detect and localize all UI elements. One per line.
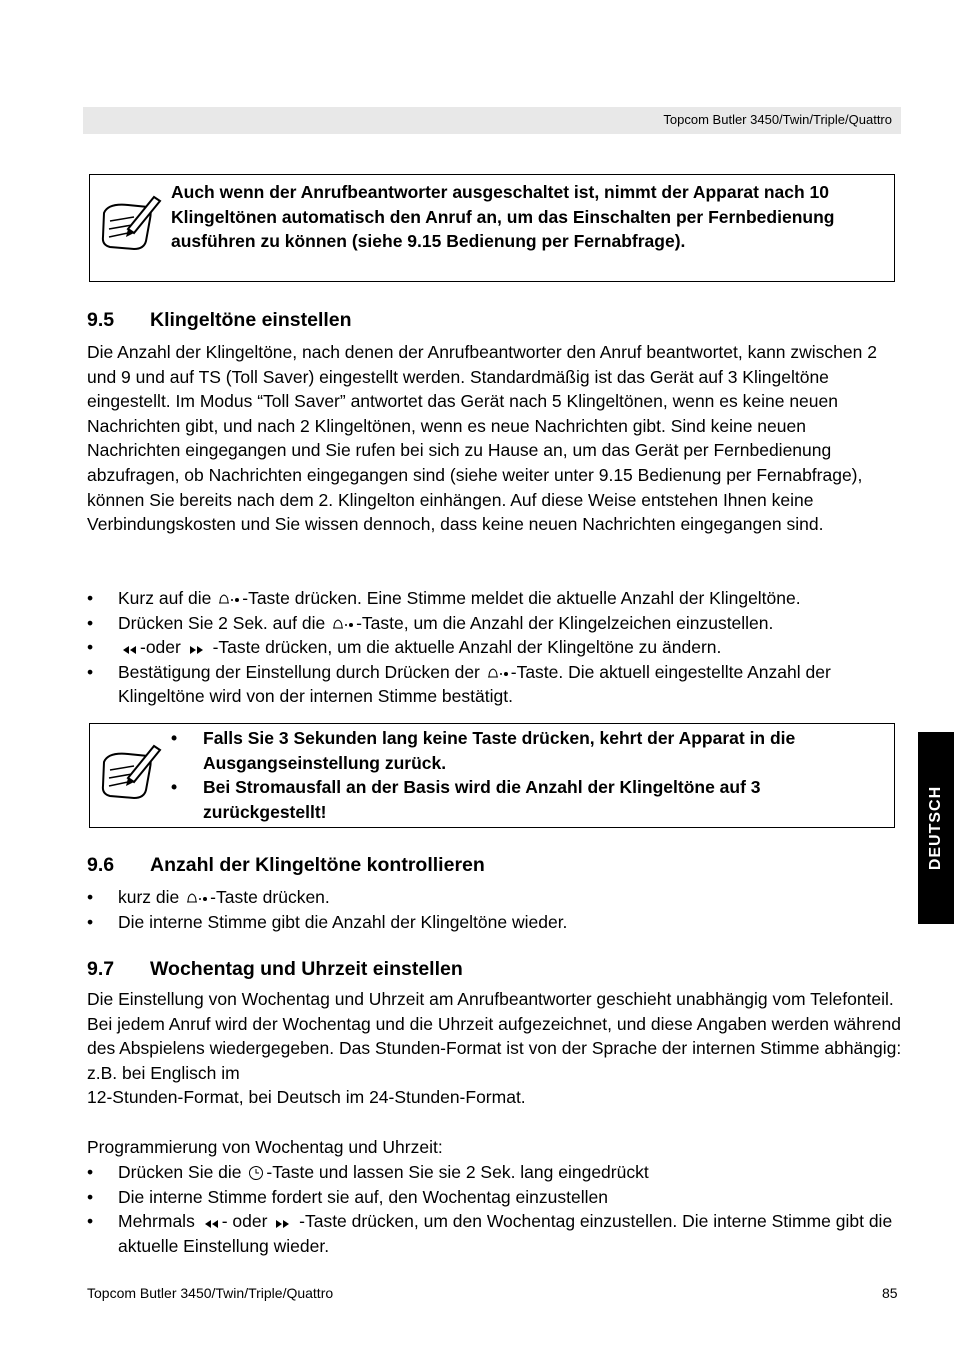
- bullet: •: [171, 777, 178, 798]
- list-item: [87, 1160, 917, 1185]
- list-item: [87, 885, 917, 910]
- note-2-text: [171, 726, 880, 825]
- text: 12-Stunden-Format, bei Deutsch im 24-Stunden-Format.: [87, 1087, 526, 1108]
- footer-title: Topcom Butler 3450/Twin/Triple/Quattro: [87, 1285, 334, 1301]
- bullet: •: [87, 1211, 94, 1232]
- ring-key-icon: [186, 891, 208, 905]
- text: kurz die: [118, 887, 185, 907]
- text: Drücken Sie die: [118, 1162, 247, 1182]
- list-item: [171, 726, 880, 775]
- list-item: [171, 775, 880, 824]
- text: -Taste drücken, um den Wochentag einzustellen. Die interne Stimme gibt die aktuelle Einstellung wieder.: [118, 1211, 893, 1256]
- section-9-7-list: [87, 1160, 917, 1258]
- text: -Taste, um die Anzahl der Klingelzeichen einzustellen.: [356, 612, 774, 633]
- text: -oder: [140, 637, 186, 658]
- section-number: 9.7: [87, 958, 115, 980]
- bullet: •: [87, 637, 94, 658]
- note-box-2: [89, 723, 895, 828]
- forward-key-icon: [188, 643, 206, 655]
- bullet: •: [87, 661, 94, 682]
- section-9-6-list: [87, 885, 917, 934]
- rewind-key-icon: [202, 1217, 220, 1229]
- list-item: [87, 611, 917, 636]
- clock-key-icon: [248, 1165, 264, 1181]
- list-item: [87, 635, 917, 660]
- text: -Taste drücken, um die aktuelle Anzahl der Klingeltöne zu ändern.: [207, 637, 722, 658]
- text: -Taste drücken.: [210, 887, 330, 907]
- bullet: •: [87, 887, 94, 907]
- bullet: •: [87, 588, 94, 608]
- section-title: Anzahl der Klingeltöne kontrollieren: [150, 854, 485, 876]
- ring-key-icon: [332, 617, 354, 631]
- text: Die interne Stimme gibt die Anzahl der Klingeltöne wieder.: [118, 911, 568, 932]
- section-9-5-paragraph: Die Anzahl der Klingeltöne, nach denen der Anrufbeantworter den Anruf beantwortet, kann zwischen 2 und 9 und auf TS (Toll Saver) eingestellt werden. Standardmäßig ist das Gerät auf 3 Klingeltöne eingestellt. Im Modus “Toll Saver” antwortet das Gerät nach 5 Klingeltönen, wenn es keine neuen Nachrichten gibt, und nach 2 Klingeltönen, wenn es neue Nachrichten gibt. Sind keine neuen Nachrichten eingegangen und Sie rufen bei sich zu Hause an, um das Gerät per Fernbedienung abzufragen, ob Nachrichten eingegangen sind (siehe weiter unter 9.15 Bedienung per Fernabfrage), können Sie bereits nach dem 2. Klingelton einhängen. Auf diese Weise entstehen Ihnen keine Verbindungskosten und Sie wissen dennoch, dass keine neuen Nachrichten eingegangen sind.: [87, 342, 877, 535]
- section-9-5-list: [87, 586, 917, 709]
- text: Bestätigung der Einstellung durch Drücken der: [118, 661, 485, 682]
- text: Mehrmals: [118, 1211, 200, 1232]
- bullet: •: [87, 1186, 94, 1207]
- header-title: Topcom Butler 3450/Twin/Triple/Quattro: [663, 112, 892, 127]
- section-9-5-heading: [87, 309, 352, 332]
- page-number: 85: [882, 1285, 898, 1301]
- text: Bei Stromausfall an der Basis wird die Anzahl der Klingeltöne auf 3 zurückgestellt!: [203, 777, 761, 823]
- text: - oder: [221, 1211, 273, 1232]
- text: -Taste drücken. Eine Stimme meldet die aktuelle Anzahl der Klingeltöne.: [242, 588, 801, 608]
- note-pencil-icon: [98, 742, 162, 804]
- text: Kurz auf die: [118, 588, 217, 608]
- bullet: •: [171, 728, 178, 748]
- rewind-key-icon: [120, 643, 138, 655]
- text: -Taste. Die aktuell eingestellte Anzahl der Klingeltöne wird von der internen Stimme bestätigt.: [118, 661, 831, 707]
- list-item: [87, 660, 917, 709]
- text: -Taste und lassen Sie sie 2 Sek. lang eingedrückt: [266, 1162, 649, 1182]
- list-item: [87, 1209, 917, 1258]
- bullet: •: [87, 1162, 94, 1182]
- bullet: •: [87, 612, 94, 633]
- section-number: 9.6: [87, 854, 115, 876]
- list-item: [87, 586, 917, 611]
- header-bar: [83, 107, 901, 134]
- programming-intro: Programmierung von Wochentag und Uhrzeit:: [87, 1137, 443, 1157]
- note-box-1: [89, 174, 895, 282]
- language-tab: [918, 732, 954, 924]
- text: Drücken Sie 2 Sek. auf die: [118, 612, 331, 633]
- text: Die interne Stimme fordert sie auf, den Wochentag einzustellen: [118, 1186, 608, 1207]
- ring-key-icon: [218, 592, 240, 606]
- ring-key-icon: [487, 666, 509, 680]
- section-9-6-heading: [87, 854, 485, 877]
- list-item: [87, 910, 917, 935]
- language-label: DEUTSCH: [927, 785, 944, 871]
- list-item: [87, 1185, 917, 1210]
- text: Falls Sie 3 Sekunden lang keine Taste drücken, kehrt der Apparat in die Ausgangseinstellung zurück.: [203, 728, 796, 773]
- bullet: •: [87, 911, 94, 932]
- note-2-list: [171, 726, 880, 825]
- note-1-text: Auch wenn der Anrufbeantworter ausgeschaltet ist, nimmt der Apparat nach 10 Klingeltönen automatisch den Anruf an, um das Einschalten per Fernbedienung ausführen zu können (siehe 9.15 Bedienung per Fernabfrage).: [171, 182, 835, 252]
- section-9-7-paragraph: [87, 987, 902, 1110]
- section-title: Klingeltöne einstellen: [150, 309, 352, 331]
- section-title: Wochentag und Uhrzeit einstellen: [150, 958, 463, 980]
- section-number: 9.5: [87, 309, 115, 331]
- note-pencil-icon: [98, 193, 162, 255]
- forward-key-icon: [274, 1217, 292, 1229]
- section-9-7-heading: [87, 958, 463, 981]
- text: Die Einstellung von Wochentag und Uhrzeit am Anrufbeantworter geschieht unabhängig vom Telefonteil. Bei jedem Anruf wird der Wochentag und die Uhrzeit aufgezeichnet, und diese Angaben werden während des Abspielens wiedergegeben. Das Stunden-Format ist von der Sprache der internen Stimme abhängig: z.B. bei Englisch im: [87, 989, 902, 1083]
